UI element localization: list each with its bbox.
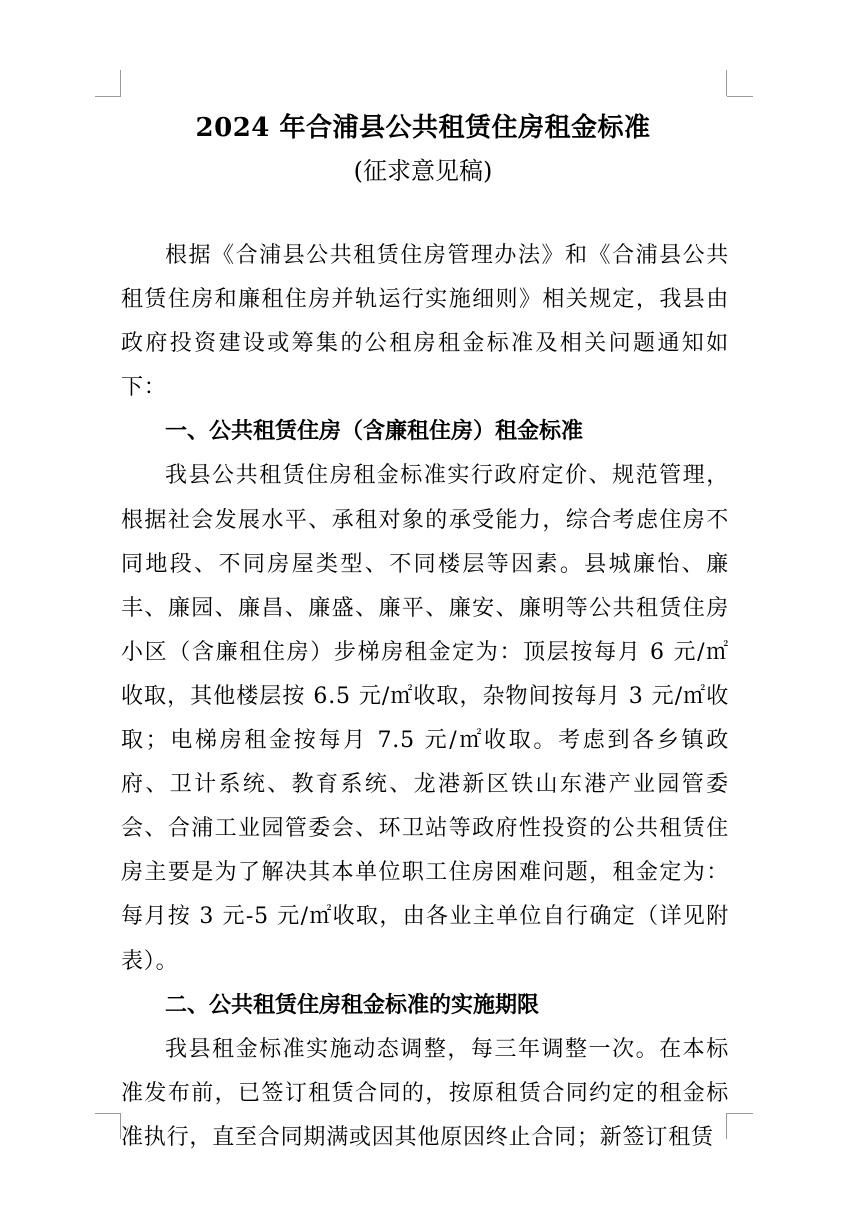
document-subtitle: (征求意见稿)	[353, 157, 493, 185]
crop-mark-top-right-vertical	[726, 70, 727, 96]
crop-mark-top-left-horizontal	[95, 96, 121, 97]
crop-mark-bottom-right-horizontal	[727, 1113, 753, 1114]
crop-mark-bottom-left-horizontal	[95, 1113, 121, 1114]
rent-standard-paragraph: 我县公共租赁住房租金标准实行政府定价、规范管理，根据社会发展水平、承租对象的承受能力，综合考虑住房不同地段、不同房屋类型、不同楼层等因素。县城廉怡、廉丰、廉园、廉昌、廉盛、廉平、廉安、廉明等公共租赁住房小区（含廉租住房）步梯房租金定为：顶层按每月 6 元/㎡收取，其他楼层按 6.5 元/㎡收取，杂物间按每月 3 元/㎡收取；电梯房租金按每月 7.5 元/㎡收取。考虑到各乡镇政府、卫计系统、教育系统、龙港新区铁山东港产业园管委会、合浦工业园管委会、环卫站等政府性投资的公共租赁住房主要是为了解决其本单位职工住房困难问题，租金定为：每月按 3 元-5 元/㎡收取，由各业主单位自行确定（详见附表）。	[121, 463, 729, 974]
section-heading-implementation-period: 二、公共租赁住房租金标准的实施期限	[165, 992, 540, 1018]
document-body	[121, 234, 729, 1160]
intro-paragraph: 根据《合浦县公共租赁住房管理办法》和《合浦县公共租赁住房和廉租住房并轨运行实施细则》相关规定，我县由政府投资建设或筹集的公租房租金标准及相关问题通知如下：	[121, 243, 729, 401]
section-heading-rent-standard: 一、公共租赁住房（含廉租住房）租金标准	[165, 419, 584, 445]
implementation-period-paragraph: 我县租金标准实施动态调整，每三年调整一次。在本标准发布前，已签订租赁合同的，按原租赁合同约定的租金标准执行，直至合同期满或因其他原因终止合同；新签订租赁	[121, 1036, 729, 1150]
crop-mark-top-left-vertical	[120, 70, 121, 96]
document-title: 2024 年合浦县公共租赁住房租金标准	[195, 113, 651, 143]
crop-mark-top-right-horizontal	[727, 96, 753, 97]
